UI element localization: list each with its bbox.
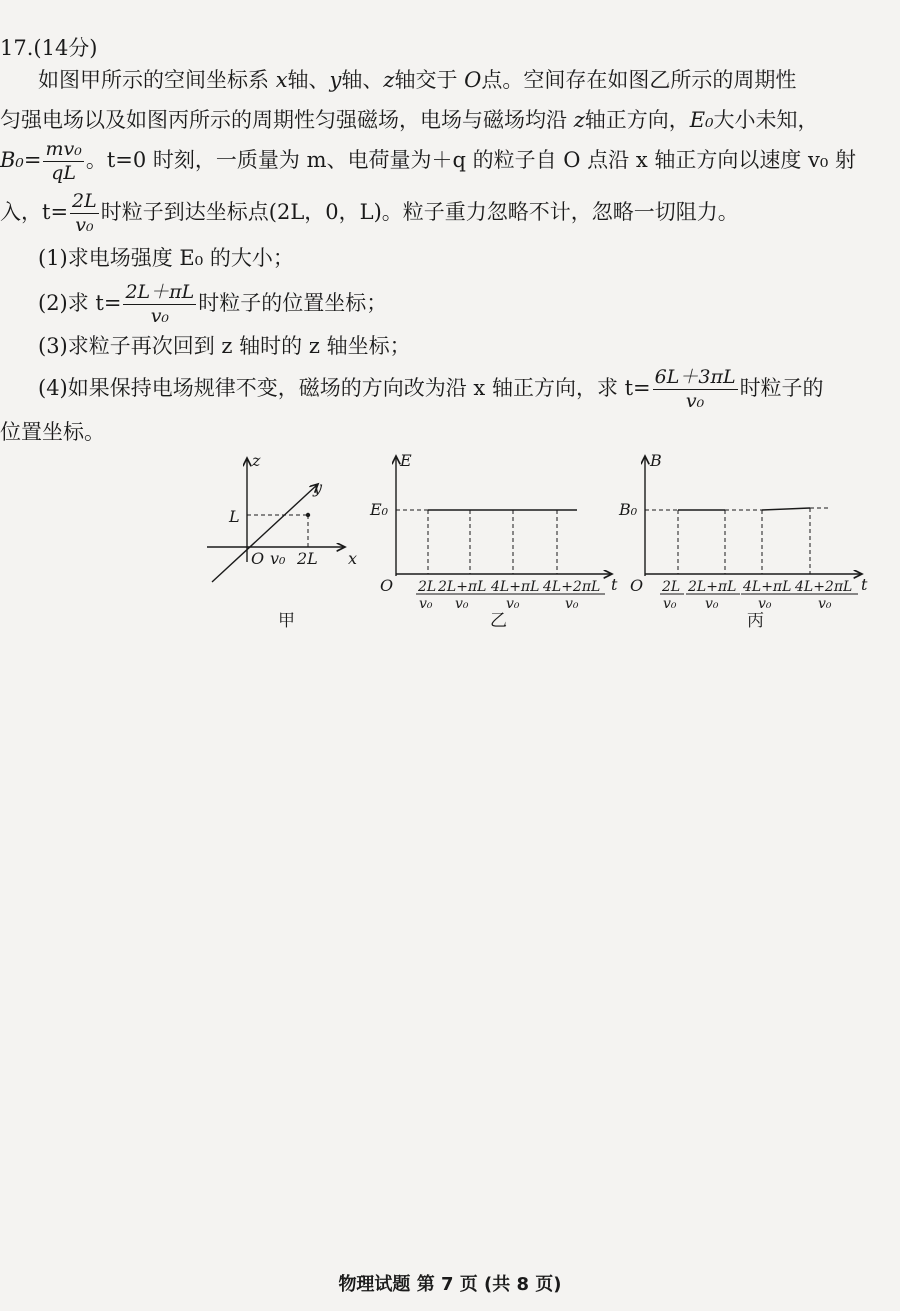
question-3 — [38, 336, 411, 357]
yi-label-O: O — [380, 576, 394, 595]
yi-tick-4 — [541, 579, 605, 612]
bing-tick-3 — [741, 579, 793, 612]
question-1 — [38, 248, 294, 269]
p3-B0: B₀= — [0, 148, 42, 172]
bing-tick-4-num: 4L+2πL — [795, 579, 853, 595]
bing-label-O: O — [630, 576, 644, 595]
yi-tick-4-den: v₀ — [565, 596, 579, 612]
bing-tick-1 — [660, 579, 684, 612]
p1-var-O: O — [464, 68, 482, 92]
p1-var-z: z — [383, 68, 395, 92]
page-footer-text: 物理试题 第 7 页 (共 8 页) — [338, 1274, 562, 1295]
p2-var-z: z — [573, 108, 585, 132]
p4-text-b: 时粒子到达坐标点(2L，0，L)。粒子重力忽略不计，忽略一切阻力。 — [100, 200, 739, 224]
yi-label-E: E — [400, 451, 412, 470]
fraction-t4-numerator: 6L＋3πL — [654, 366, 736, 388]
p1-text-b: 轴、 — [287, 68, 330, 92]
paragraph-line-2 — [0, 110, 819, 131]
question-1-text: (1)求电场强度 E₀ 的大小； — [38, 246, 294, 270]
bing-tick-4-den: v₀ — [818, 596, 832, 612]
fraction-t4 — [653, 368, 738, 411]
yi-caption: 乙 — [490, 611, 507, 631]
bing-tick-2-num: 2L+πL — [688, 579, 737, 595]
yi-tick-1-num: 2L — [418, 579, 437, 595]
p4-text-a: 入，t= — [0, 200, 69, 224]
yi-tick-3-num: 4L+πL — [491, 579, 540, 595]
fraction-B0-numerator: mv₀ — [45, 138, 82, 160]
p2-text-c: 大小未知， — [713, 108, 819, 132]
yi-label-t: t — [611, 575, 618, 594]
jia-caption: 甲 — [278, 611, 295, 631]
p3-text-a: 。t=0 时刻，一质量为 m、电荷量为＋q 的粒子自 O 点沿 x 轴正方向以速度 v₀ 射 — [85, 148, 856, 172]
bing-tick-1-num: 2L — [662, 579, 681, 595]
jia-label-O: O — [251, 549, 265, 568]
question-4-text-c: 位置坐标。 — [0, 420, 105, 444]
fraction-t1 — [70, 192, 99, 235]
figure-yi — [369, 451, 618, 631]
question-4-text-a: (4)如果保持电场规律不变，磁场的方向改为沿 x 轴正方向，求 t= — [38, 376, 651, 400]
fraction-t4-denominator: v₀ — [685, 390, 705, 412]
fraction-t2-numerator: 2L＋πL — [125, 281, 195, 303]
yi-tick-4-num: 4L+2πL — [543, 579, 601, 595]
paragraph-line-1 — [38, 70, 796, 91]
bing-tick-3-den: v₀ — [758, 596, 772, 612]
question-2-text-a: (2)求 t= — [38, 291, 122, 315]
yi-tick-3-den: v₀ — [506, 596, 520, 612]
question-4 — [38, 368, 824, 411]
fraction-t1-denominator: v₀ — [75, 214, 94, 236]
yi-tick-2-num: 2L+πL — [438, 579, 487, 595]
jia-label-x: x — [348, 549, 358, 568]
fraction-t2-denominator: v₀ — [150, 305, 170, 327]
paragraph-line-4 — [0, 192, 739, 235]
p2-text-b: 轴正方向， — [584, 108, 690, 132]
problem-number — [0, 38, 98, 59]
yi-tick-1 — [416, 579, 440, 612]
jia-target-point — [306, 513, 310, 517]
p1-text-a: 如图甲所示的空间坐标系 — [38, 68, 269, 92]
fraction-t1-numerator: 2L — [72, 190, 97, 212]
bing-tick-2 — [686, 579, 740, 612]
figure-bing — [618, 451, 868, 631]
paragraph-line-3 — [0, 140, 856, 183]
bing-label-B: B — [650, 451, 662, 470]
bing-tick-1-den: v₀ — [663, 596, 677, 612]
fraction-B0-denominator: qL — [51, 162, 77, 184]
bing-tick-4 — [793, 579, 858, 612]
fraction-t2 — [123, 283, 196, 326]
jia-label-z: z — [252, 451, 261, 470]
question-2 — [38, 283, 387, 326]
bing-label-t: t — [861, 575, 868, 594]
problem-number-text: 17.(14分) — [0, 36, 98, 60]
p2-text-a: 匀强电场以及如图丙所示的周期性匀强磁场，电场与磁场均沿 — [0, 108, 567, 132]
yi-tick-3 — [489, 579, 541, 612]
jia-label-2L: 2L — [297, 549, 318, 568]
figures-row — [0, 440, 900, 640]
bing-label-B0: B₀ — [619, 500, 638, 519]
yi-tick-2 — [436, 579, 490, 612]
p1-text-c: 轴、 — [341, 68, 384, 92]
bing-pulse-2 — [762, 508, 810, 510]
question-4-text-b: 时粒子的 — [739, 376, 824, 400]
yi-tick-1-den: v₀ — [419, 596, 433, 612]
bing-tick-2-den: v₀ — [705, 596, 719, 612]
p1-text-e: 点。空间存在如图乙所示的周期性 — [481, 68, 797, 92]
page-footer — [0, 1270, 900, 1296]
p1-var-x: x — [275, 68, 288, 92]
p2-var-E0: E₀ — [689, 108, 714, 132]
yi-tick-2-den: v₀ — [455, 596, 469, 612]
p1-text-d: 轴交于 — [394, 68, 458, 92]
yi-label-E0: E₀ — [370, 500, 389, 519]
question-2-text-b: 时粒子的位置坐标； — [198, 291, 388, 315]
question-3-text: (3)求粒子再次回到 z 轴时的 z 轴坐标； — [38, 334, 411, 358]
p1-var-y: y — [329, 68, 342, 92]
fraction-B0 — [43, 140, 83, 183]
jia-label-y: y — [313, 478, 323, 497]
bing-tick-3-num: 4L+πL — [743, 579, 792, 595]
jia-label-v0: v₀ — [270, 549, 286, 568]
jia-label-L: L — [229, 507, 240, 526]
figure-jia — [207, 451, 357, 631]
bing-caption: 丙 — [747, 611, 764, 631]
